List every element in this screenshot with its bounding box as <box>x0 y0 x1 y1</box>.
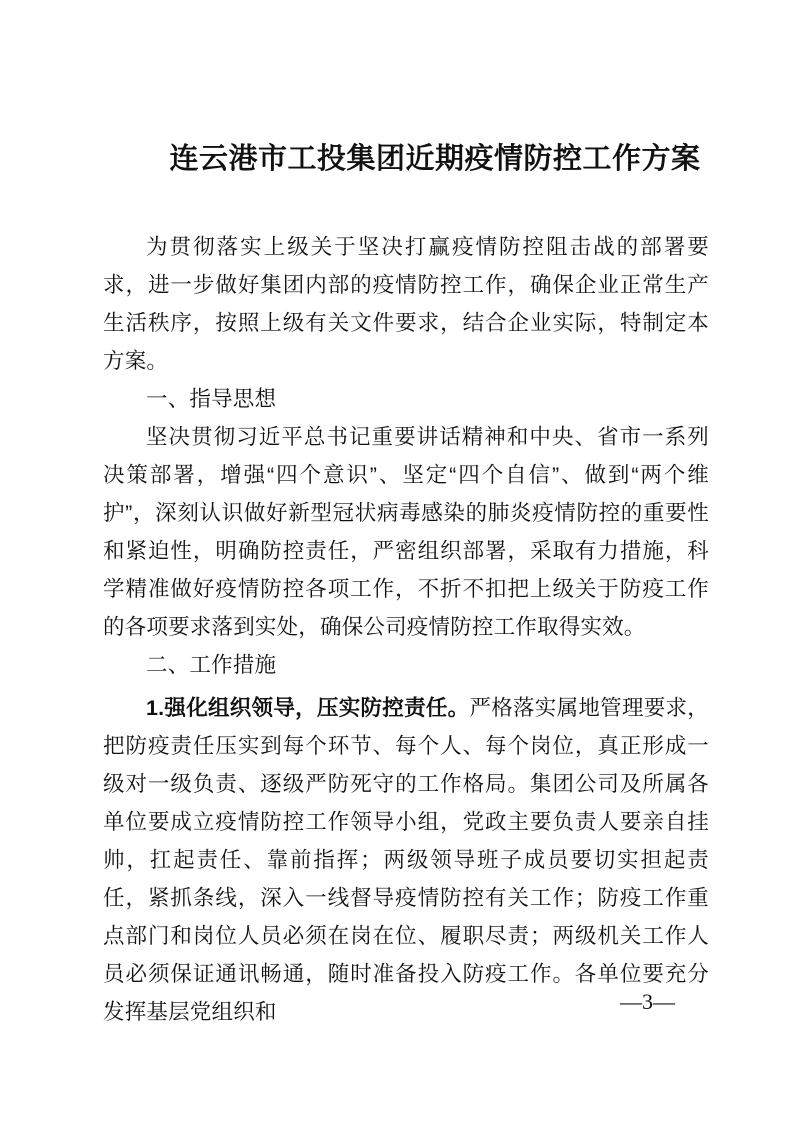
section-heading-guiding-ideology: 一、指导思想 <box>146 387 277 411</box>
section-heading-work-measures: 二、工作措施 <box>146 653 277 677</box>
measure-1-lead-bold: 1.强化组织领导，压实防控责任。 <box>146 696 470 720</box>
measure-1-body-text: 严格落实属地管理要求，把防疫责任压实到每个环节、每个人、每个岗位，真正形成一级对一级负责、逐级严防死守的工作格局。集团公司及所属各单位要成立疫情防控工作领导小组，党政主要负责人要亲自挂帅，扛起责任、靠前指挥；两级领导班子成员要切实担起责任，紧抓条线，深入一线督导疫情防控有关工作；防疫工作重点部门和岗位人员必须在岗在位、履职尽责；两级机关工作人员必须保证通讯畅通，随时准备投入防疫工作。各单位要充分发挥基层党组织和 <box>103 696 710 1024</box>
document-content <box>103 144 709 1031</box>
paragraph-measure-1 <box>103 689 709 1031</box>
paragraph-guiding-ideology: 坚决贯彻习近平总书记重要讲话精神和中央、省市一系列决策部署，增强“四个意识”、坚定“四个自信”、做到“两个维护”，深刻认识做好新型冠状病毒感染的肺炎疫情防控的重要性和紧迫性，明确防控责任，严密组织部署，采取有力措施，科学精准做好疫情防控各项工作，不折不扣把上级关于防疫工作的各项要求落到实处，确保公司疫情防控工作取得实效。 <box>103 425 709 639</box>
page-number: —3— <box>620 989 675 1014</box>
document-title: 连云港市工投集团近期疫情防控工作方案 <box>169 143 701 175</box>
paragraph-intro: 为贯彻落实上级关于坚决打赢疫情防控阻击战的部署要求，进一步做好集团内部的疫情防控工作，确保企业正常生产生活秩序，按照上级有关文件要求，结合企业实际，特制定本方案。 <box>103 235 709 373</box>
